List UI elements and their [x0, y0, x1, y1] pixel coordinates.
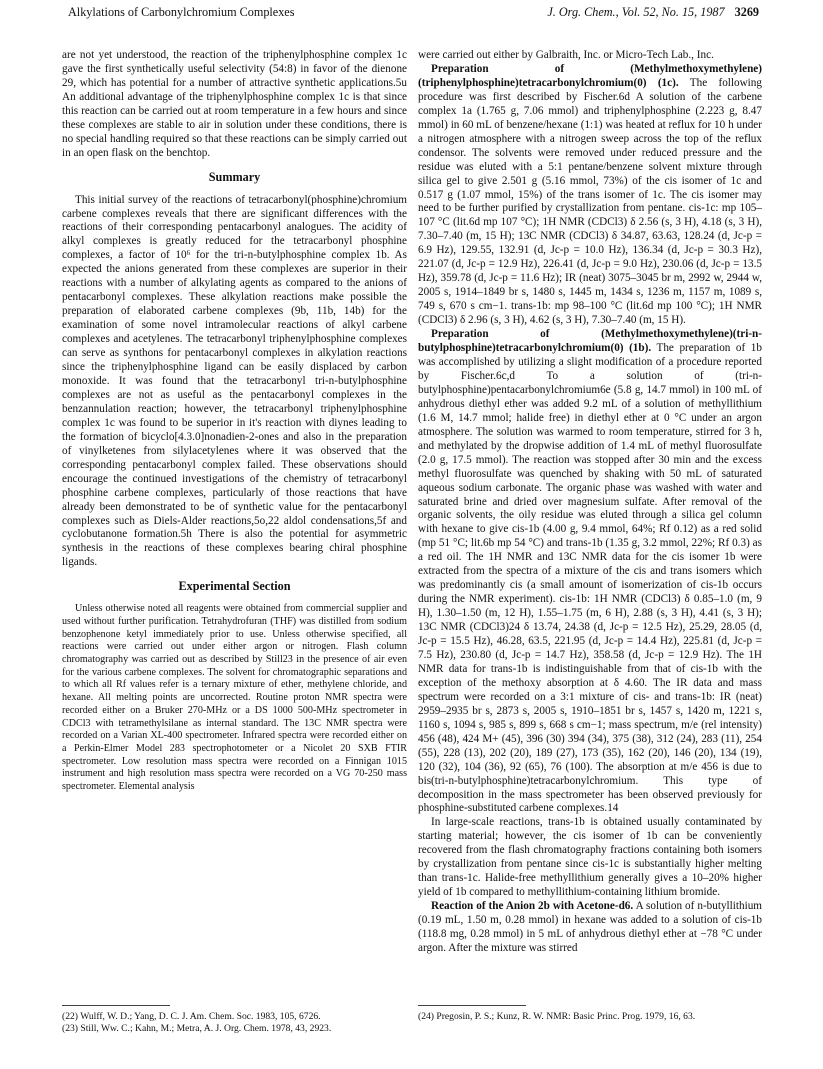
- right-column: [418, 49, 762, 1001]
- footnote-23: (23) Still, Ww. C.; Kahn, M.; Metra, A. J. Org. Chem. 1978, 43, 2923.: [62, 1023, 332, 1034]
- procedure-anion-2b-title: Reaction of the Anion 2b with Acetone-d6.: [431, 900, 634, 913]
- procedure-1c-title: Preparation of (Methylmethoxymethylene)(triphenylphosphine)tetracarbonylchromium(0) (1c).: [418, 62, 762, 89]
- page-number: 3269: [734, 5, 759, 19]
- left-column: [62, 49, 407, 1001]
- experimental-paragraph: Unless otherwise noted all reagents were obtained from commercial supplier and used without further purification. Tetrahydrofuran (THF) was distilled from sodium benzophenone ketyl immediately prior to use. Unless otherwise specified, all reactions were carried out under either argon or nitrogen. Flash column chromatography was carried out as described by Still23 in the presence of air even for the various carbene complexes. The solvent for chromatographic separations and to which all Rf values refer is a ternary mixture of ether, methylene chloride, and hexane. All melting points are uncorrected. Routine proton NMR spectra were recorded either on a Bruker 270-MHz or a DS 1000 500-MHz spectrometer in CDCl3 with tetramethylsilane as internal standard. The 13C NMR spectra were recorded on a Varian XL-400 spectrometer. Infrared spectra were recorded either on a Perkin-Elmer Model 283 spectrophotometer or a Nicolet 20 SXB FTIR spectrometer. Low resolution mass spectra were recorded on a Finnigan 1015 instrument and high resolution mass spectra were recorded on a VG 70-250 mass spectrometer. Elemental analysis: [62, 603, 407, 793]
- running-title: Alkylations of Carbonylchromium Complexes: [68, 5, 295, 19]
- procedure-1b: [418, 328, 762, 816]
- footnote-rule: [62, 1005, 170, 1006]
- footnote-22: (22) Wulff, W. D.; Yang, D. C. J. Am. Chem. Soc. 1983, 105, 6726.: [62, 1011, 321, 1022]
- footnotes-right: [418, 1011, 762, 1023]
- large-scale-paragraph: In large-scale reactions, trans-1b is obtained usually contaminated by starting material; however, the cis isomer of 1b can be conveniently recovered from the flash chromatography fractions containing both isomers by crystallization from pentane since cis-1c is substantially higher melting than trans-1c. Halide-free methyllithium generally gives a 10–20% higher yield of 1b compared to methyllithium-containing lithium bromide.: [418, 816, 762, 899]
- continuation-paragraph: were carried out either by Galbraith, Inc. or Micro-Tech Lab., Inc.: [418, 49, 714, 61]
- summary-heading: Summary: [208, 169, 261, 184]
- footnotes-left: [62, 1011, 407, 1035]
- procedure-1b-body: The preparation of 1b was accomplished by utilizing a slight modification of a procedure reported by Fischer.6c,d To a solution of (tri-n-butylphosphine)pentacarbonylchromium6e (5.8 g, 14.7 mmol) in 100 mL of anhydrous diethyl ether was added 9.2 mL of a solution of methyllithium (1.6 M, 14.7 mmol; halide free) in diethyl ether at 0 °C under an argon atmosphere. The solution was warmed to room temperature, stirred for 3 h, and methylated by the dropwise addition of 1.4 mL of methyl fluorosulfate (2.0 g, 17.5 mmol). The reaction was stopped after 30 min and the excess methyl fluorosulfate was quenched by shaking with 50 mL of saturated aqueous sodium carbonate. The organic phase was washed with water and saturated brine and dried over magnesium sulfate. After removal of the organic solvents, the oily residue was eluted through a silica gel column with hexane to give cis-1b (4.00 g, 9.4 mmol, 64%; Rf 0.12) as a red solid (mp 51 °C; lit.6b mp 54 °C) and trans-1b (1.35 g, 3.2 mmol, 22%; Rf 0.3) as a red oil. The 1H NMR and 13C NMR data for the cis isomer 1b were extracted from the spectra of a mixture of the cis and trans isomers which was predominantly cis (a small amount of isomerization of cis-1b occurs during the NMR experiment). cis-1b: 1H NMR (CDCl3) δ 0.85–1.0 (m, 9 H), 1.30–1.50 (m, 12 H), 1.55–1.75 (m, 6 H), 2.88 (s, 3 H), 4.41 (s, 3 H); 13C NMR (CDCl3)24 δ 13.74, 24.38 (d, Jc-p = 12.5 Hz), 25.29, 28.05 (d, Jc-p = 15.5 Hz), 46.28, 63.5, 221.95 (d, Jc-p = 14.4 Hz), 225.81 (d, Jc-p = 7.5 Hz), 230.80 (d, Jc-p = 14.7 Hz), 358.58 (d, Jc-p = 12.9 Hz). The 1H NMR data for trans-1b is indistinguishable from that of cis-1b with the exception of the methoxy absorption at δ 4.60. The IR data and mass spectrum were recorded on a 3:1 mixture of cis- and trans-1b: IR (neat) 2959–2935 br s, 2873 s, 2005 s, 1910–1851 br s, 1457 s, 1420 m, 1221 s, 1160 s, 1094 s, 985 s, 899 s, 668 s cm−1; mass spectrum, m/e (rel intensity) 456 (48), 424 M+ (45), 396 (30) 394 (34), 375 (38), 312 (24), 283 (11), 254 (55), 228 (13), 202 (20), 189 (27), 173 (35), 162 (20), 146 (20), 134 (19), 120 (32), 104 (36), 92 (65), 76 (100). The absorption at m/e 456 is due to bis(tri-n-butylphosphine)tetracarbonylchromium. This type of decomposition in the mass spectrometer has been observed previously for phosphine-substituted carbene complexes.14: [418, 342, 762, 815]
- procedure-1c: [418, 63, 762, 328]
- procedure-1b-title: Preparation of (Methylmethoxymethylene)(tri-n-butylphosphine)tetracarbonylchromium(0) (1b).: [418, 328, 762, 355]
- summary-paragraph: This initial survey of the reactions of tetracarbonyl(phosphine)chromium carbene complexes reveals that there are significant differences with the reactions of their corresponding pentacarbonyl analogues. The acidity of alkyl complexes is greatly reduced for the tetracarbonyl phosphine complexes, a factor of 10⁶ for the tri-n-butylphosphine complex 1b. As expected the anions generated from these complexes are superior in their reactions with a number of alkylating agents as compared to the anions of pentacarbonyl complexes. These alkylation reactions make possible the preparation of elaborated carbene complexes (9b, 11b, 14b) for the examination of some novel intramolecular reactions of alkyl carbene complexes and acetylenes. The tetracarbonyl triphenylphosphine complexes can serve as synthons for pentacarbonyl complexes in alkylation reactions since the triphenylphosphine ligand can be easily displaced by carbon monoxide. It was found that the tetracarbonyl tri-n-butylphosphine complexes are not as useful as the pentacarbonyl complexes in the benzannulation reaction; however, the tetracarbonyl triphenylphosphine complex 1c was found to be superior in it's reaction with diynes leading to the formation of bicyclo[4.3.0]nonadien-2-ones and also in the preparation of vinylketenes from silylacetylenes where it was observed that the corresponding pentacarbonyl complex failed. These observations should encourage the continued investigations of the chemistry of tetracarbonyl phosphine carbene complexes, particularly of those reactions that have already been demonstrated to be of synthetic value for the pentacarbonyl complexes such as Diels-Alder reactions,5o,22 aldol condensations,5f and cyclobutanone formation.5h There is also the potential for asymmetric synthesis in the reactions of these complexes bearing chiral phosphine ligands.: [62, 193, 407, 569]
- procedure-anion-2b: [418, 900, 762, 956]
- footnote-rule: [418, 1005, 526, 1006]
- footnote-24: (24) Pregosin, P. S.; Kunz, R. W. NMR: Basic Princ. Prog. 1979, 16, 63.: [418, 1011, 696, 1022]
- procedure-anion-2b-body: A solution of n-butyllithium (0.19 mL, 1.50 m, 0.28 mmol) in hexane was added to a solution of cis-1b (118.8 mg, 0.28 mmol) in 5 mL of anhydrous diethyl ether at −78 °C under argon. After the mixture was stirred: [418, 900, 762, 954]
- experimental-heading: Experimental Section: [178, 579, 291, 594]
- journal-name: J. Org. Chem., Vol. 52, No. 15, 1987: [547, 5, 725, 19]
- journal-citation: [547, 5, 759, 20]
- procedure-1c-body: The following procedure was first described by Fischer.6d A solution of the carbene complex 1a (1.765 g, 7.06 mmol) and triphenylphosphine (2.223 g, 8.47 mmol) in 60 mL of benzene/hexane (1:1) was heated at reflux for 10 h under a nitrogen atmosphere with a nitrogen sweep across the top of the reflux condensor. The solvents were removed under reduced pressure and the residue was eluted with a 5:1 pentane/benzene solvent mixture through silica gel to give 2.501 g (5.16 mmol, 73%) of the cis isomer of 1c and 0.517 g (1.07 mmol, 15%) of the trans isomer of 1c. The cis isomer may need to be further purified by crystallization from pentane. cis-1c: mp 105–107 °C (lit.6d mp 107 °C); 1H NMR (CDCl3) δ 2.56 (s, 3 H), 4.18 (s, 3 H), 7.30–7.40 (m, 15 H); 13C NMR (CDCl3) δ 34.87, 63.63, 128.24 (d, Jc-p = 6.9 Hz), 129.55, 132.91 (d, Jc-p = 10.0 Hz), 136.34 (d, Jc-p = 30.3 Hz), 221.07 (d, Jc-p = 12.9 Hz), 226.41 (d, Jc-p = 9.0 Hz), 230.06 (d, Jc-p = 13.5 Hz), 359.78 (d, Jc-p = 11.6 Hz); IR (neat) 3075–3045 br m, 2992 w, 2944 w, 2005 s, 1914–1849 br s, 1480 s, 1445 m, 1434 s, 1236 m, 1157 m, 1089 s, 749 s, 670 s cm−1. trans-1b: mp 98–100 °C (lit.6d mp 100 °C); 1H NMR (CDCl3) δ 2.96 (s, 3 H), 4.62 (s, 3 H), 7.30–7.40 (m, 15 H).: [418, 76, 762, 327]
- intro-paragraph: are not yet understood, the reaction of the triphenylphosphine complex 1c gave the first synthetically useful selectivity (54:8) in favor of the dienone 29, which has potential for a number of attractive synthetic applications.5u An additional advantage of the triphenylphosphine complex 1c is that since this reaction can be carried out at room temperature in a few hours and since these complexes are stable to air in solution under these conditions, there is no special handling required so that these reactions can be simply carried out in an open flask on the benchtop.: [62, 49, 407, 159]
- page-header: [68, 5, 759, 25]
